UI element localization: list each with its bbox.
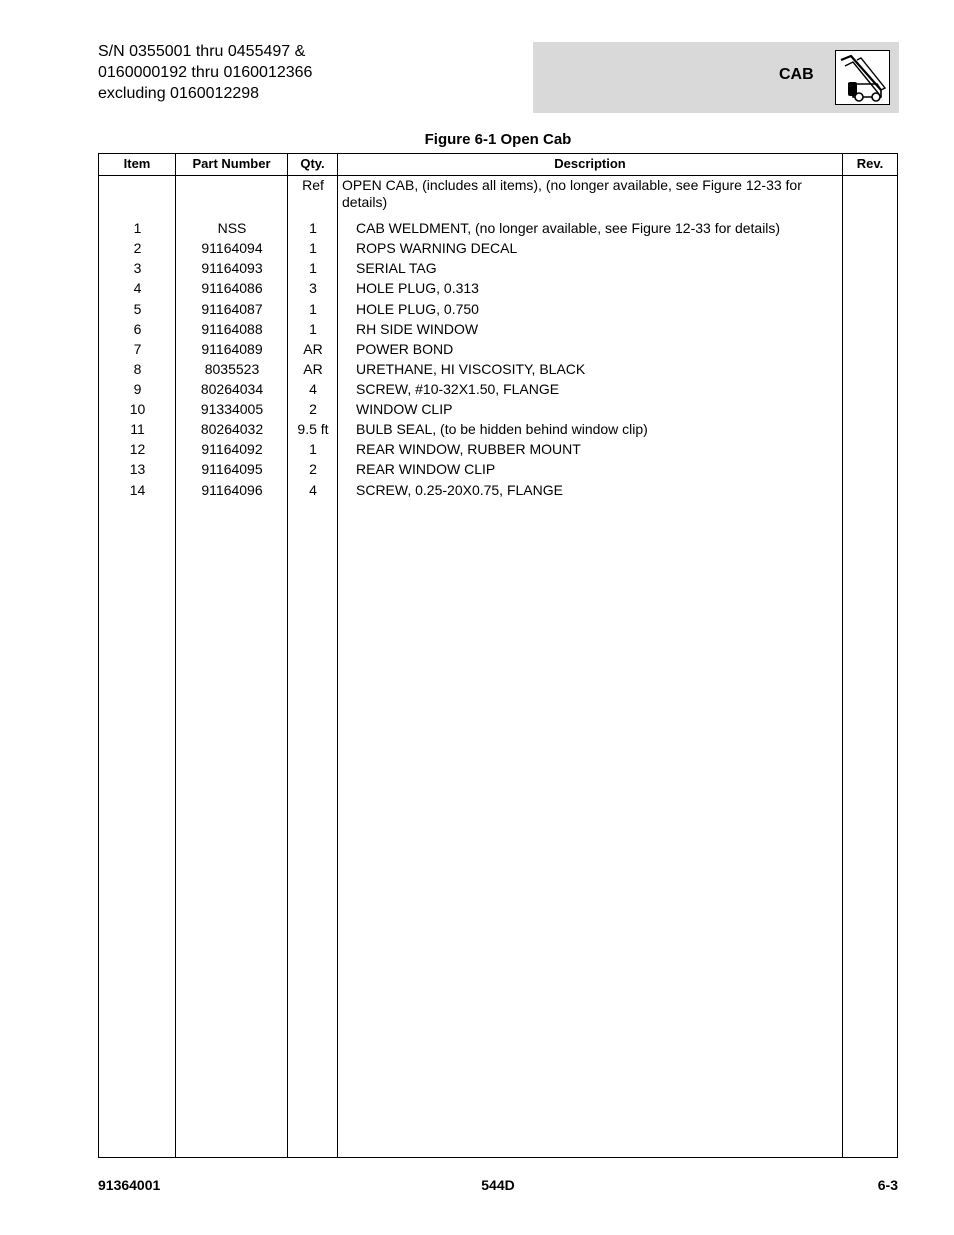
section-title: CAB [779, 66, 814, 83]
qty-cell: 2 [309, 401, 317, 417]
item-cell: 9 [133, 381, 142, 397]
description-cell: HOLE PLUG, 0.750 [356, 301, 479, 317]
column-header-part-number: Part Number [192, 156, 271, 171]
page-number: 6-3 [877, 1177, 898, 1193]
part-number-cell: 91164096 [201, 482, 263, 498]
part-number-cell: 91164094 [201, 240, 263, 256]
part-number-cell: 91334005 [200, 401, 264, 417]
column-header-qty: Qty. [300, 156, 325, 171]
part-number-cell: NSS [217, 220, 247, 236]
item-cell: 8 [133, 361, 142, 377]
qty-cell: 1 [309, 220, 317, 236]
item-cell: 7 [133, 341, 142, 357]
section-banner [533, 42, 899, 113]
description-cell: SCREW, 0.25-20X0.75, FLANGE [356, 482, 563, 498]
description-cell: SCREW, #10-32X1.50, FLANGE [356, 381, 560, 397]
description-cell: RH SIDE WINDOW [356, 321, 479, 337]
qty-cell: 1 [309, 240, 317, 256]
qty-cell: AR [303, 341, 323, 357]
description-cell: OPEN CAB, (includes all items), (no longer available, see Figure 12-33 for details) [342, 177, 802, 210]
item-cell: 4 [133, 280, 142, 296]
item-cell: 10 [129, 401, 146, 417]
item-cell: 11 [130, 421, 145, 437]
qty-cell: 4 [309, 482, 317, 498]
qty-cell: 2 [309, 461, 317, 477]
part-number-cell: 91164088 [201, 321, 263, 337]
part-number-cell: 80264032 [200, 421, 264, 437]
part-number-cell: 91164092 [201, 441, 263, 457]
item-cell: 6 [133, 321, 142, 337]
description-cell: HOLE PLUG, 0.313 [356, 280, 479, 296]
description-cell: REAR WINDOW CLIP [356, 461, 496, 477]
item-cell: 13 [129, 461, 146, 477]
column-header-rev: Rev. [856, 156, 884, 171]
qty-cell: 1 [309, 260, 317, 276]
qty-cell: AR [303, 361, 323, 377]
item-cell: 1 [133, 220, 142, 236]
description-cell: REAR WINDOW, RUBBER MOUNT [356, 441, 581, 457]
serial-line: 0160000192 thru 0160012366 [98, 64, 313, 81]
qty-cell: 3 [309, 280, 317, 296]
part-number-cell: 91164087 [201, 301, 263, 317]
qty-cell: 1 [309, 301, 317, 317]
serial-line: excluding 0160012298 [98, 85, 260, 102]
qty-cell: 4 [309, 381, 317, 397]
part-number-cell: 91164089 [201, 341, 263, 357]
description-cell: SERIAL TAG [356, 260, 437, 276]
description-cell: CAB WELDMENT, (no longer available, see Figure 12-33 for details) [356, 220, 781, 236]
qty-cell: Ref [302, 177, 324, 193]
description-cell: WINDOW CLIP [356, 401, 453, 417]
item-cell: 5 [133, 301, 142, 317]
description-cell: ROPS WARNING DECAL [356, 240, 518, 256]
item-cell: 2 [133, 240, 142, 256]
part-number-cell: 8035523 [204, 361, 260, 377]
item-cell: 3 [133, 260, 142, 276]
column-divider [842, 154, 843, 1157]
column-header-description: Description [554, 156, 626, 171]
qty-cell: 1 [309, 441, 317, 457]
description-cell: POWER BOND [356, 341, 454, 357]
figure-title: Figure 6-1 Open Cab [424, 131, 572, 148]
serial-line: S/N 0355001 thru 0455497 & [98, 43, 306, 60]
part-number-cell: 91164086 [201, 280, 263, 296]
qty-cell: 1 [309, 321, 317, 337]
part-number-cell: 91164095 [201, 461, 263, 477]
description-cell: URETHANE, HI VISCOSITY, BLACK [356, 361, 586, 377]
machine-icon [835, 50, 890, 105]
serial-range [98, 41, 312, 104]
model-number: 544D [481, 1177, 515, 1193]
qty-cell: 9.5 ft [297, 421, 329, 437]
parts-table [98, 153, 898, 1158]
item-cell: 12 [129, 441, 146, 457]
header-divider [99, 175, 897, 176]
description-cell: BULB SEAL, (to be hidden behind window clip) [356, 421, 648, 437]
item-cell: 14 [129, 482, 146, 498]
document-number: 91364001 [98, 1177, 161, 1193]
part-number-cell: 80264034 [200, 381, 264, 397]
column-header-item: Item [123, 156, 151, 171]
part-number-cell: 91164093 [201, 260, 263, 276]
